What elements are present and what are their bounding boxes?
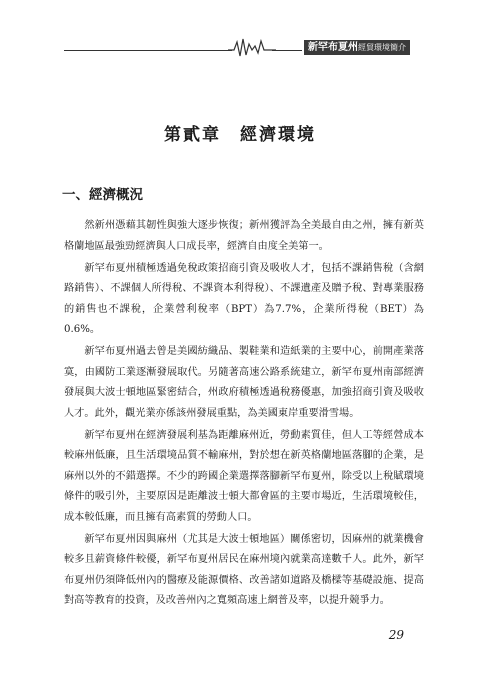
- chapter-title: 第貳章 經濟環境: [164, 125, 316, 145]
- section-heading: 一、經濟概況: [62, 187, 143, 203]
- header-rule-right: [272, 50, 302, 51]
- running-header: [64, 36, 422, 58]
- paragraph: 新罕布夏州積極透過免稅政策招商引資及吸收人才，包括不課銷售稅（含網路銷售）、不課個人所得稅、不課資本利得稅）、不課遺產及贈予稅、對專業服務的銷售也不課稅，企業營利稅率（BPT）為7.7%，企業所得稅（BET）為0.6%。: [64, 262, 424, 335]
- header-title: [304, 40, 410, 55]
- heartbeat-wave-icon: [228, 36, 276, 58]
- paragraph: 然新州憑藉其韌性與強大逐步恢復；新州獲評為全美最自由之州，擁有新英格蘭地區最強勁經濟與人口成長率，經濟自由度全美第一。: [64, 220, 424, 252]
- paragraph: 新罕布夏州因與麻州（尤其是大波士頓地區）關係密切，因麻州的就業機會較多且薪資條件較優，新罕布夏州居民在麻州境內就業高達數千人。此外，新罕布夏州仍須降低州內的醫療及能源價格、改善諸如道路及橋樑等基礎設施、提高對高等教育的投資，及改善州內之寬頻高速上網普及率，以提升競爭力。: [64, 533, 424, 606]
- header-title-sub: 經貿環境簡介: [358, 43, 406, 52]
- header-rule-left: [64, 50, 232, 51]
- header-title-main: 新罕布夏州: [308, 42, 358, 53]
- page-number: 29: [388, 628, 404, 642]
- body-text: [64, 216, 424, 613]
- paragraph: 新罕布夏州在經濟發展利基為距離麻州近，勞動素質佳，但人工等經營成本較麻州低廉，且生活環境品質不輸麻州，對於想在新英格蘭地區落腳的企業，是麻州以外的不錯選擇。不少的跨國企業選擇落腳新罕布夏州，除受以上稅賦環境條件的吸引外，主要原因是距離波士頓大都會區的主要市場近，生活環境較佳，成本較低廉，而且擁有高素質的勞動人口。: [64, 429, 424, 523]
- paragraph: 新罕布夏州過去曾是美國紡織品、製鞋業和造紙業的主要中心，前開產業落寞，由國防工業逐漸發展取代。另隨著高速公路系統建立，新罕布夏州南部經濟發展與大波士頓地區緊密結合，州政府積極透過稅務優惠，加強招商引資及吸收人才。此外，觀光業亦係該州發展重點，為美國東岸重要滑雪場。: [64, 346, 424, 419]
